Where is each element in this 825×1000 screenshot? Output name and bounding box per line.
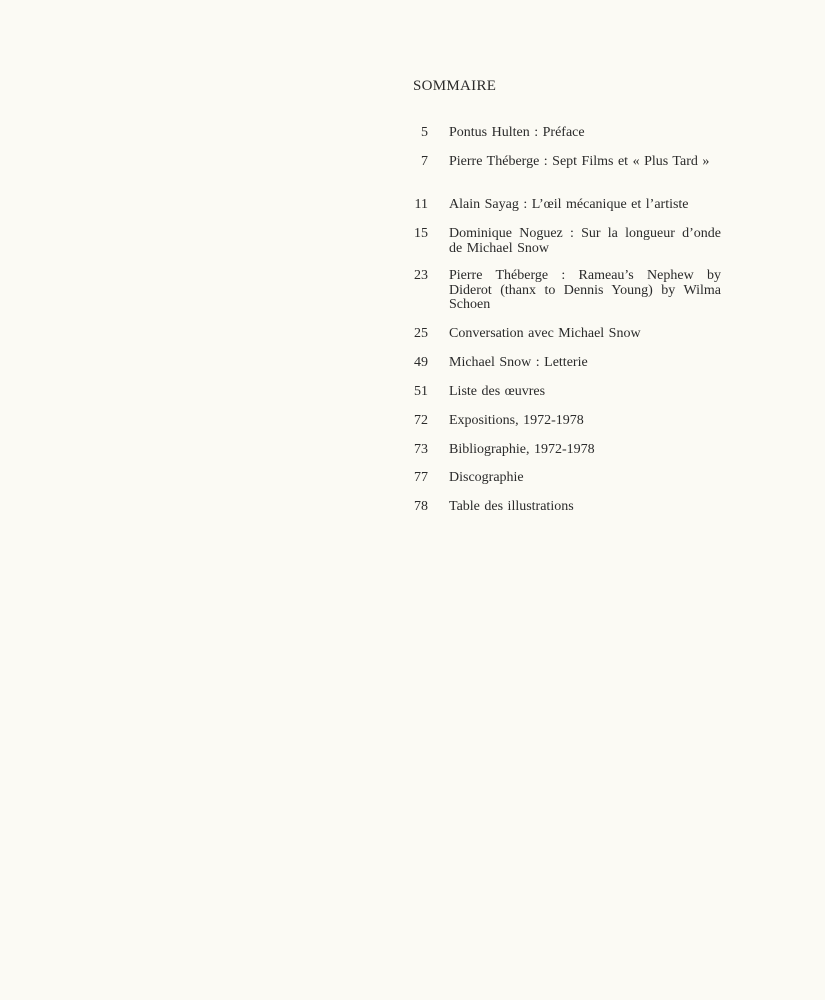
page-number: 78 [414,499,428,514]
page-number: 51 [414,384,428,399]
entry-title: Table des illustrations [449,499,574,514]
page-number: 23 [414,268,428,283]
page-title: SOMMAIRE [413,78,497,94]
entry-title: Liste des œuvres [449,384,546,399]
page-number: 72 [414,413,428,428]
page-number: 15 [414,226,428,241]
entry-title: Pontus Hulten : Préface [449,125,585,140]
page-number: 7 [421,154,428,169]
entry-title: Alain Sayag : L’œil mécanique et l’artiste [449,197,689,212]
page-number: 77 [414,470,428,485]
entry-title: Pierre Théberge : Sept Films et « Plus Tard » [449,154,710,169]
entry-title: Dominique Noguez : Sur la longueur d’onde de Michael Snow [449,226,721,256]
entry-title: Michael Snow : Letterie [449,355,588,370]
entry-title: Bibliographie, 1972-1978 [449,442,595,457]
entry-title: Discographie [449,470,524,485]
entry-title: Conversation avec Michael Snow [449,326,641,341]
page-number: 11 [414,197,428,212]
page-number: 73 [414,442,428,457]
entry-title: Expositions, 1972-1978 [449,413,584,428]
page-number: 25 [414,326,428,341]
page-number: 5 [421,125,428,140]
entry-title: Pierre Théberge : Rameau’s Nephew by Diderot (thanx to Dennis Young) by Wilma Schoen [449,268,721,312]
page-number: 49 [414,355,428,370]
